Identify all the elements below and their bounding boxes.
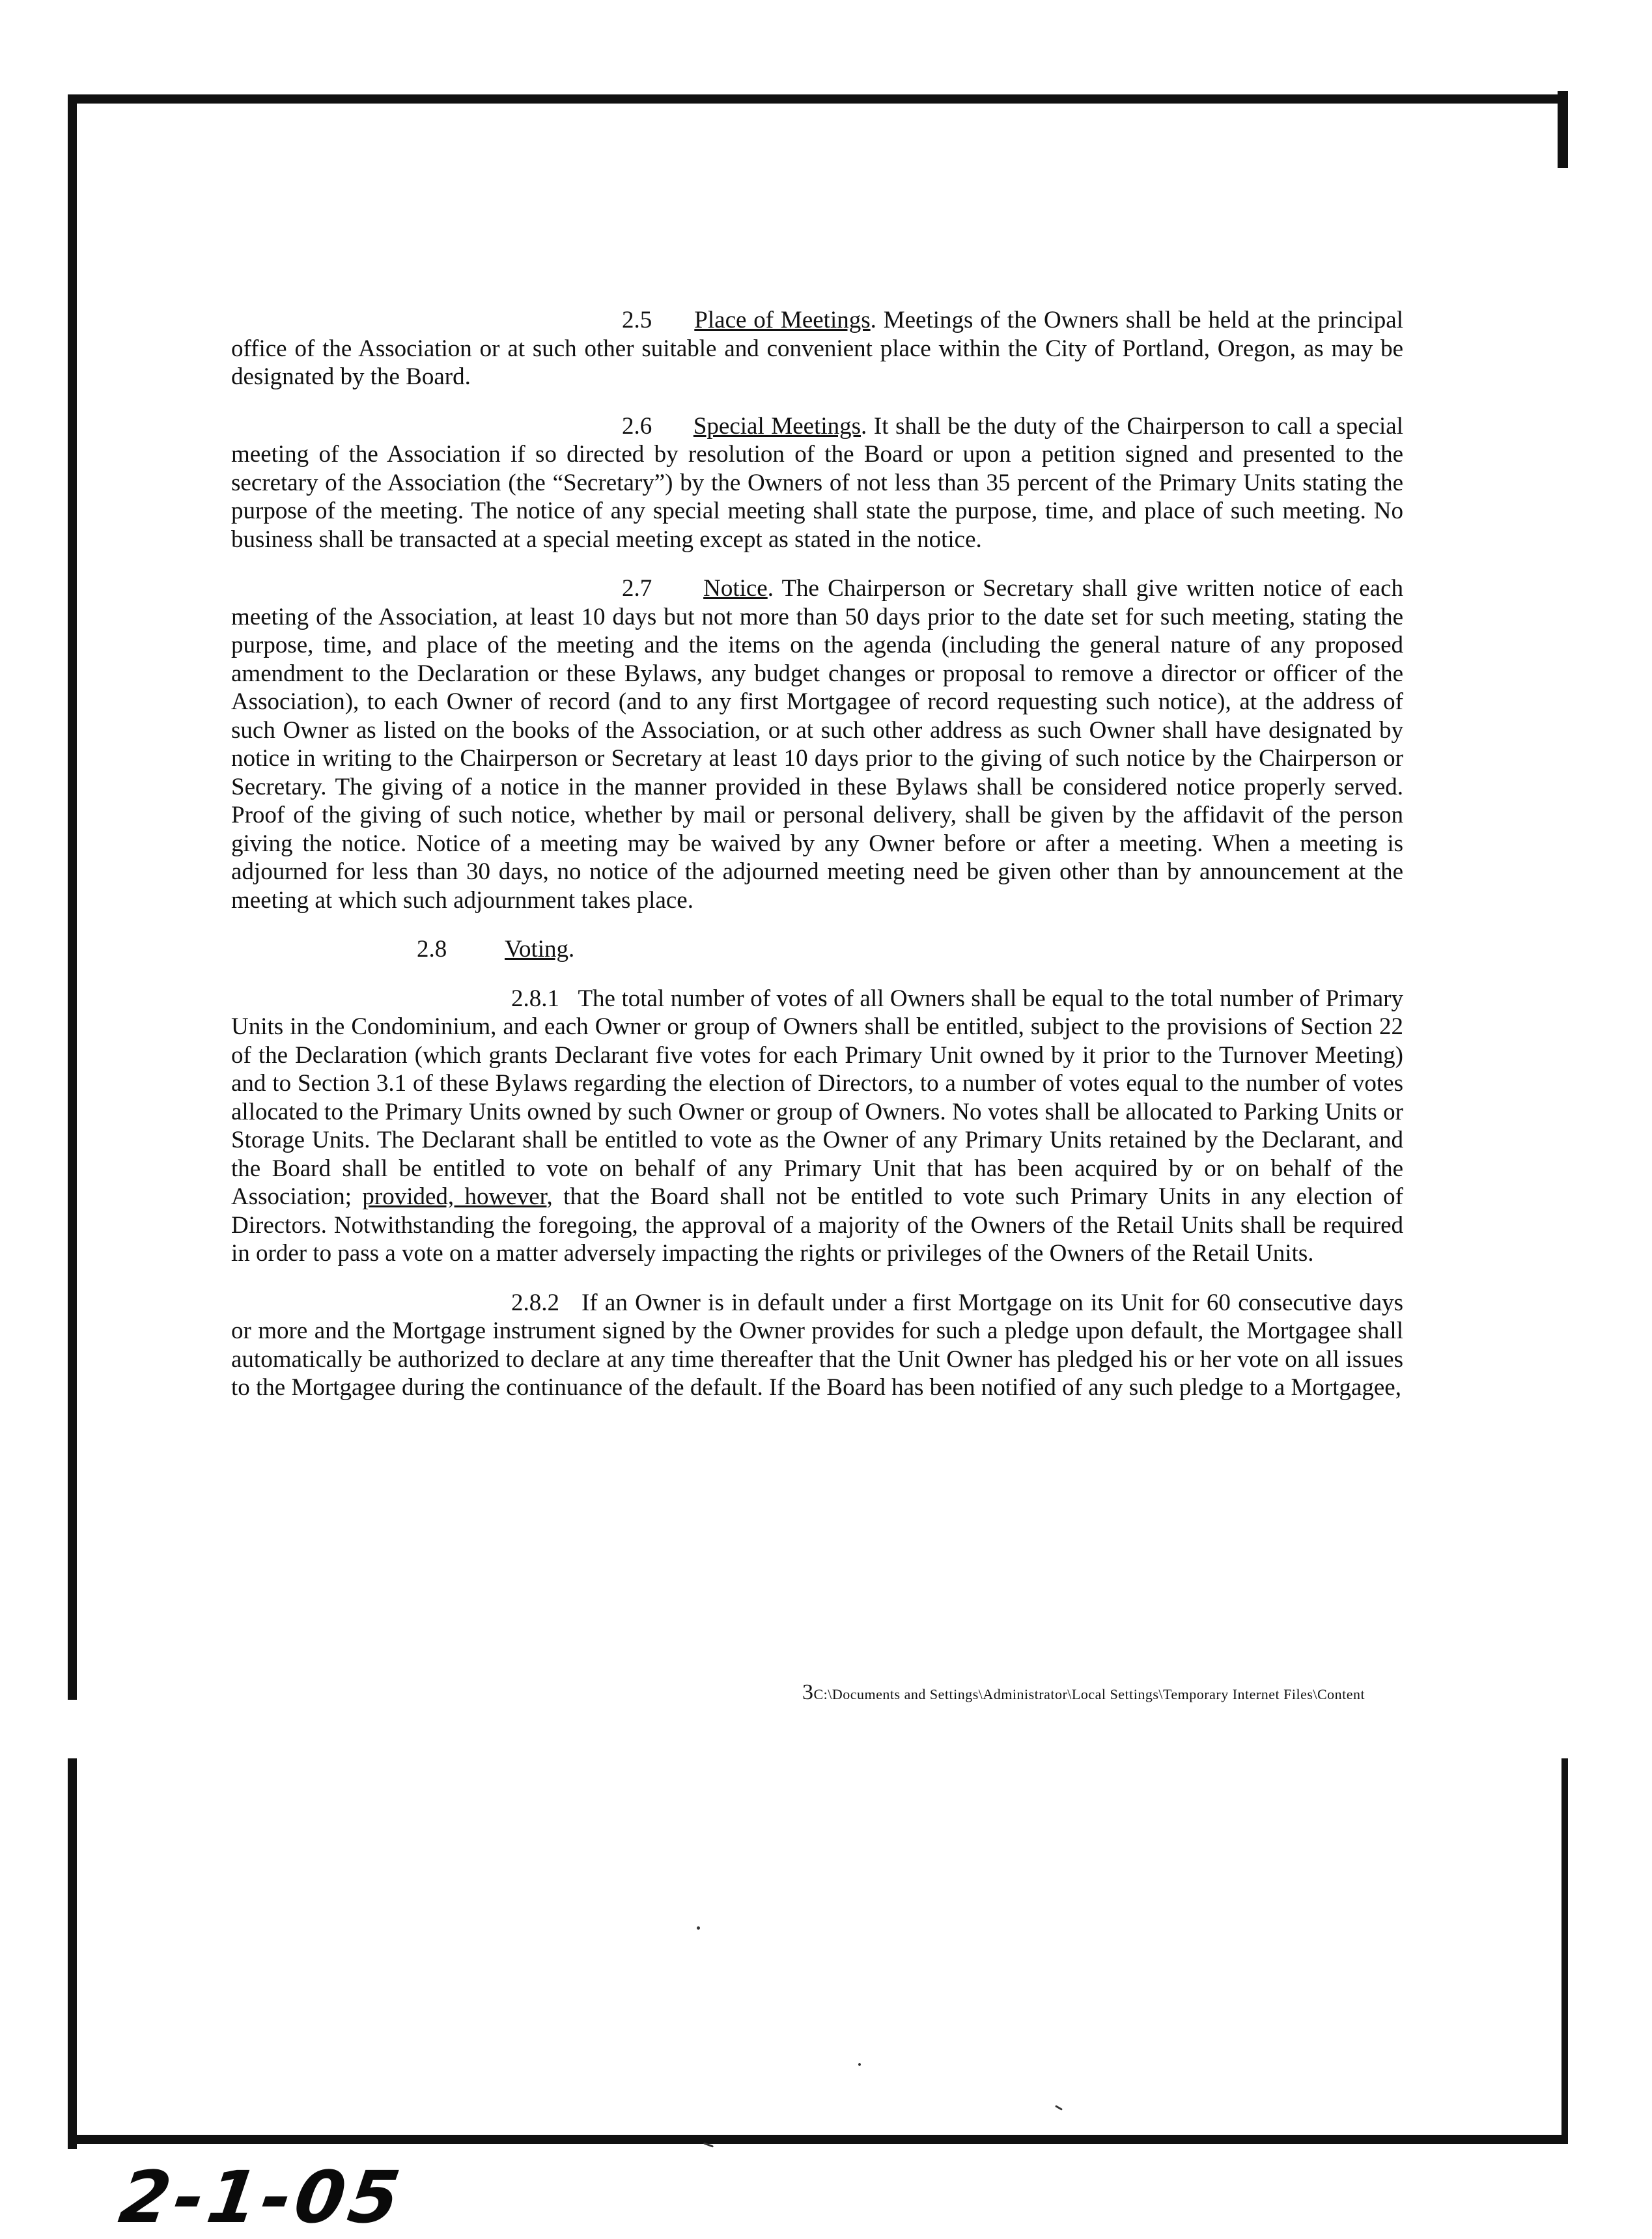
section-2-8-2: [231, 1289, 1403, 1402]
section-text: . It shall be the duty of the Chairperson to call a special meeting of the Association if so directed by resolution of the Board or upon a petition signed and presented to the secretary of the Association (the “Secretary”) by the Owners of not less than 35 percent of the Primary Units stating the purpose of the meeting. The notice of any special meeting shall state the purpose, time, and place of such meeting. No business shall be transacted at a special meeting except as stated in the notice.: [231, 412, 1404, 553]
section-number: 2.6: [622, 412, 652, 440]
scan-speck: [1055, 2105, 1063, 2111]
section-heading-suffix: .: [568, 936, 575, 963]
section-text-cont: , that the Board shall not be entitled to vote such Primary Units in any election of Directors. Notwithstanding the foregoing, the approval of a majority of the Owners of the Retail Units shall be required in order to pass a vote on a matter adversely impacting the rights or privileges of the Owners of the Retail Units.: [231, 1183, 1404, 1267]
section-number: 2.8.1: [511, 985, 559, 1012]
section-text: . Meetings of the Owners shall be held at the principal office of the Association or at such other suitable and convenient place within the City of Portland, Oregon, as may be designated by the Board.: [231, 307, 1403, 390]
section-heading: Voting: [505, 936, 569, 963]
page-frame-bottom: [68, 2135, 1568, 2144]
handwritten-date: 2-1-05: [115, 2156, 409, 2239]
section-number: 2.7: [622, 575, 652, 602]
scan-speck: [858, 2063, 861, 2066]
section-heading: Special Meetings: [693, 412, 861, 440]
page-frame-left-lower: [68, 1758, 77, 2149]
scan-speck: [697, 1926, 700, 1930]
page-frame-left: [68, 98, 77, 1700]
section-text: . The Chairperson or Secretary shall give written notice of each meeting of the Association, at least 10 days but not more than 50 days prior to the date set for such meeting, stating the purpose, time, and place of the meeting and the items on the agenda (including the general nature of any proposed amendment to the Declaration or these Bylaws, any budget changes or proposal to remove a director or officer of the Association), to each Owner of record (and to any first Mortgagee of record requesting such notice), at the address of such Owner as listed on the books of the Association, or at such other address as such Owner shall have designated by notice in writing to the Chairperson or Secretary at least 10 days prior to the giving of such notice by the Chairperson or Secretary. The giving of a notice in the manner provided in these Bylaws shall be considered notice properly served. Proof of the giving of such notice, whether by mail or personal delivery, shall be given by the affidavit of the person giving the notice. Notice of a meeting may be waived by any Owner before or after a meeting. When a meeting is adjourned for less than 30 days, no notice of the adjourned meeting need be given other than by announcement at the meeting at which such adjournment takes place.: [231, 575, 1403, 914]
section-2-5: [231, 306, 1403, 391]
section-text: If an Owner is in default under a first Mortgage on its Unit for 60 consecutive days or more and the Mortgage instrument signed by the Owner provides for such a pledge upon default, the Mortgagee shall automatically be authorized to declare at any time thereafter that the Unit Owner has pledged his or her vote on all issues to the Mortgagee during the continuance of the default. If the Board has been notified of any such pledge to a Mortgagee,: [231, 1289, 1403, 1401]
page-frame-right-lower: [1561, 1758, 1568, 2143]
section-heading: Notice: [703, 575, 768, 602]
page-number: 3: [802, 1680, 814, 1704]
section-2-7: [231, 574, 1403, 914]
section-2-6: [231, 412, 1403, 554]
file-path: C:\Documents and Settings\Administrator\Local Settings\Temporary Internet Files\Content: [813, 1686, 1365, 1702]
document-body: [231, 306, 1403, 1423]
section-number: 2.8.2: [511, 1289, 559, 1316]
section-2-8-1: [231, 985, 1403, 1268]
section-2-8: [231, 935, 1403, 964]
page-frame-right: [1558, 91, 1568, 168]
page-frame-top: [68, 94, 1567, 104]
section-number: 2.8: [417, 936, 447, 963]
section-text: The total number of votes of all Owners shall be equal to the total number of Primary Units in the Condominium, and each Owner or group of Owners shall be entitled, subject to the provisions of Section 22 of the Declaration (which grants Declarant five votes for each Primary Unit owned by it prior to the Turnover Meeting) and to Section 3.1 of these Bylaws regarding the election of Directors, to a number of votes equal to the number of votes allocated to the Primary Units owned by such Owner or group of Owners. No votes shall be allocated to Parking Units or Storage Units. The Declarant shall be entitled to vote as the Owner of any Primary Units retained by the Declarant, and the Board shall be entitled to vote on behalf of any Primary Unit that has been acquired by or on behalf of the Association;: [231, 985, 1403, 1210]
section-number: 2.5: [622, 307, 652, 333]
section-heading: Place of Meetings: [694, 307, 871, 333]
underlined-term: provided, however: [362, 1183, 547, 1210]
page-footer: [802, 1680, 1365, 1705]
